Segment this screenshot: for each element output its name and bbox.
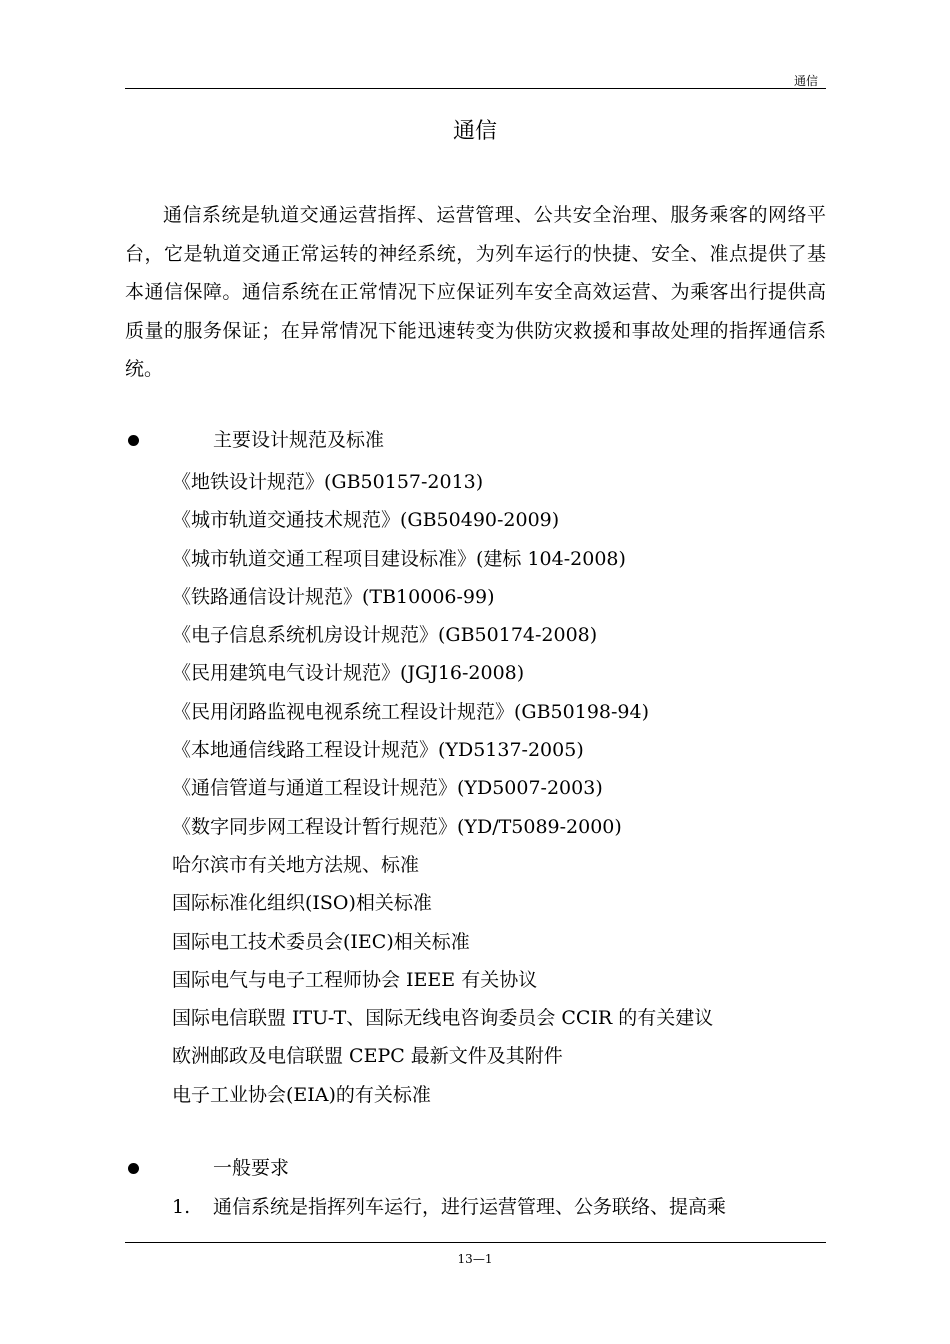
page-title: 通信 bbox=[452, 119, 497, 144]
list-item: 《铁路通信设计规范》(TB10006-99) bbox=[172, 585, 495, 608]
list-item: 《电子信息系统机房设计规范》(GB50174-2008) bbox=[172, 624, 598, 647]
section-label: 一般要求 bbox=[213, 1157, 290, 1179]
list-item: 《民用闭路监视电视系统工程设计规范》(GB50198-94) bbox=[172, 700, 650, 723]
intro-paragraph: 通信系统是轨道交通运营指挥、运营管理、公共安全治理、服务乘客的网络平台，它是轨道交通正常运转的神经系统，为列车运行的快捷、安全、准点提供了基本通信保障。通信系统在正常情况下应保证列车安全高效运营、为乘客出行提供高质量的服务保证；在异常情况下能迅速转变为供防灾救援和事故处理的指挥通信系统。 bbox=[125, 204, 826, 380]
list-item: 哈尔滨市有关地方法规、标准 bbox=[172, 853, 420, 876]
footer-rule bbox=[125, 1242, 826, 1243]
list-item: 《地铁设计规范》(GB50157-2013) bbox=[172, 471, 484, 493]
standards-list bbox=[172, 463, 713, 1114]
list-item: 《城市轨道交通工程项目建设标准》(建标 104-2008) bbox=[172, 547, 626, 570]
section-heading-general bbox=[125, 1153, 826, 1183]
numbered-item bbox=[172, 1192, 826, 1219]
list-item: 《通信管道与通道工程设计规范》(YD5007-2003) bbox=[172, 777, 603, 800]
list-item: 《城市轨道交通技术规范》(GB50490-2009) bbox=[172, 509, 560, 532]
page-number: 13—1 bbox=[457, 1252, 493, 1266]
list-item: 国际电工技术委员会(IEC)相关标准 bbox=[172, 930, 470, 953]
section-heading-standards bbox=[125, 425, 826, 455]
item-number: 1. bbox=[172, 1196, 191, 1218]
list-item: 欧洲邮政及电信联盟 CEPC 最新文件及其附件 bbox=[172, 1045, 563, 1068]
item-text: 通信系统是指挥列车运行，进行运营管理、公务联络、提高乘 bbox=[213, 1196, 727, 1218]
bullet-icon bbox=[128, 435, 139, 446]
bullet-icon bbox=[128, 1163, 139, 1174]
list-item: 《民用建筑电气设计规范》(JGJ16-2008) bbox=[172, 662, 525, 685]
section-label: 主要设计规范及标准 bbox=[213, 429, 385, 451]
page-header-text: 通信 bbox=[793, 74, 818, 88]
list-item: 国际标准化组织(ISO)相关标准 bbox=[172, 892, 432, 915]
header-rule bbox=[125, 88, 826, 89]
list-item: 《本地通信线路工程设计规范》(YD5137-2005) bbox=[172, 739, 584, 762]
list-item: 电子工业协会(EIA)的有关标准 bbox=[172, 1083, 431, 1106]
list-item: 国际电信联盟 ITU-T、国际无线电咨询委员会 CCIR 的有关建议 bbox=[172, 1007, 714, 1030]
list-item: 国际电气与电子工程师协会 IEEE 有关协议 bbox=[172, 968, 538, 991]
list-item: 《数字同步网工程设计暂行规范》(YD/T5089-2000) bbox=[172, 815, 622, 838]
